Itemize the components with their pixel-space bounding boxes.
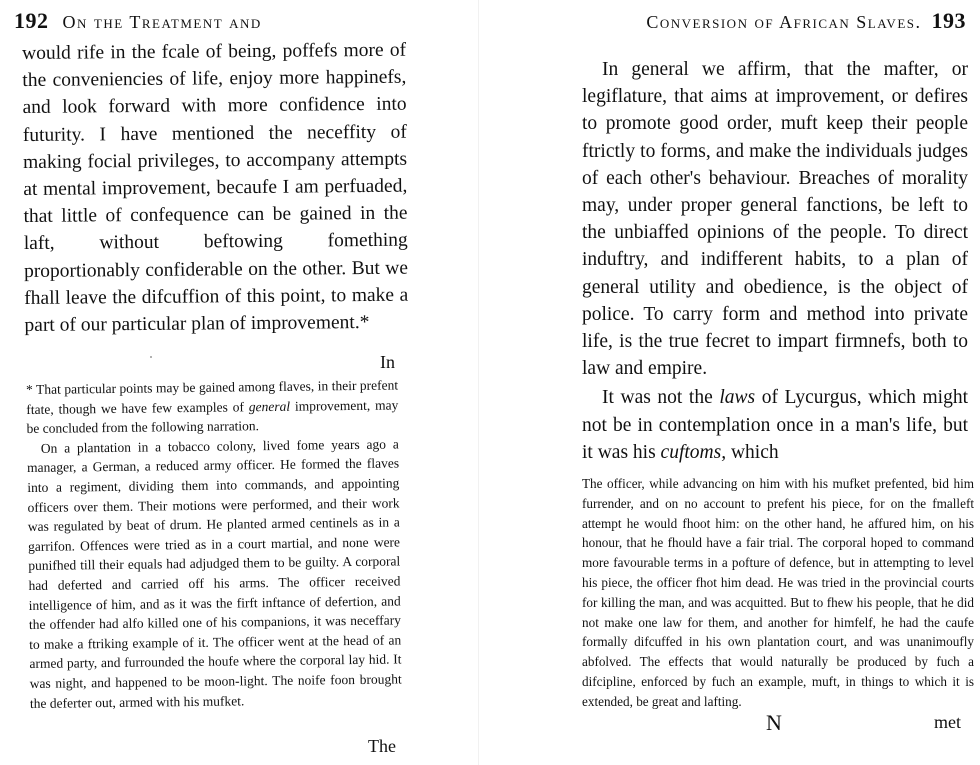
right-running-head [606, 8, 966, 34]
right-catchword: met [934, 712, 961, 732]
left-running-head [14, 8, 454, 34]
right-page [490, 0, 980, 765]
right-body-p2-a: It was not the [602, 387, 713, 409]
left-body-text [22, 37, 409, 340]
right-body-customs: cuftoms, [660, 441, 727, 463]
right-footnote-paragraph: The officer, while advancing on him with his mufket prefented, bid him furrender, and on no account to prefent his piece, for on the fmalleft attempt he would fhoot him: on the other hand, he affured him, on his honour, that he fhould have a fair trial. The corporal hoped to command more favourable terms in a pofture of defence, but in attempting to level his piece, the officer fhot him dead. He was tried in the provincial courts for killing the man, and was acquitted. But to fhew his people, that he did not make one law for them, and another for himfelf, he had the caufe formally difcuffed in his own plantation court, and was unanimoufly abfolved. The effects that would naturally be produced by fuch a difcipline, enforced by fuch an example, muft, in things to which it is extended, be great and lafting. [582, 476, 974, 709]
left-body-paragraph: would rife in the fcale of being, poffefs more of the conveniencies of life, enjoy more happinefs, and look forward with more confidence into futurity. I have mentioned the neceffity of making focial privileges, to accompany attempts at mental improvement, becaufe I am perfuaded, that little of confequence can be gained in the laft, without beftowing fomething proportionably confiderable on the other. But we fhall leave the difcuffion of this point, to make a part of our particular plan of improvement.* [22, 39, 409, 337]
right-body-text [582, 56, 968, 466]
left-footnote-narration: On a plantation in a tobacco colony, lived fome years ago a manager, a German, a reduced army officer. He formed the flaves into a regiment, dividing them into commands, and appointing officers over them. Their motions were performed, and their work was regulated by beat of drum. He planted armed centinels as in a garrifon. Offences were tried as in a court martial, and none were punifhed till their equals had adjudged them to be guilty. A corporal had deferted and carried off his arms. The officer received intelligence of him, and as it was the firft inftance of defertion, and the offender had alfo killed one of his companions, it was neceffary to make a ftriking example of it. The officer went at the head of an armed party, and furrounded the houfe where the corporal lay hid. It was night, and happened to be moon-light. The noife foon brought the deferter out, armed with his mufket. [26, 436, 402, 711]
signature-mark: N [766, 710, 782, 735]
left-footnote-intro-b: improvement, may be concluded from the following narration. [26, 397, 399, 437]
right-body-laws: laws [719, 387, 756, 409]
left-head-title: On the Treatment and [62, 12, 262, 32]
right-body-p2-c: which [730, 441, 779, 463]
left-footnote-intro-a: * That particular points may be gained among flaves, in their prefent ftate, though we have few examples of [26, 377, 399, 417]
left-footnote-intro [26, 375, 399, 438]
left-footnote [26, 375, 402, 713]
right-body-paragraph-1: In general we affirm, that the mafter, or legiflature, that aims at improvement, or defires to promote good order, muft keep their people ftrictly to forms, and make the individuals judges of each other's behaviour. Breaches of morality may, under proper general fanctions, be left to the unbiaffed opinions of the people. To direct induftry, and indifferent habits, to a plan of general utility and obedience, is the object of police. To carry form and method into private life, is the true fecret to impart firmnefs, both to law and empire. [582, 59, 968, 380]
right-page-number: 193 [931, 8, 966, 33]
left-catchword: In [380, 352, 395, 372]
right-head-title: Conversion of African Slaves. [646, 12, 922, 32]
left-footnote-italic: general [248, 398, 291, 414]
paper-speck [150, 356, 152, 358]
right-footnote [582, 474, 974, 712]
book-gutter [478, 0, 479, 765]
right-body-p2-b: of Lycurgus, which might not be in contemplation once in a man's life, but it was his [582, 387, 968, 463]
right-body-paragraph-2 [582, 384, 968, 466]
left-footnote-catchword: The [368, 736, 396, 756]
left-page [0, 0, 470, 765]
left-page-number: 192 [14, 8, 49, 33]
